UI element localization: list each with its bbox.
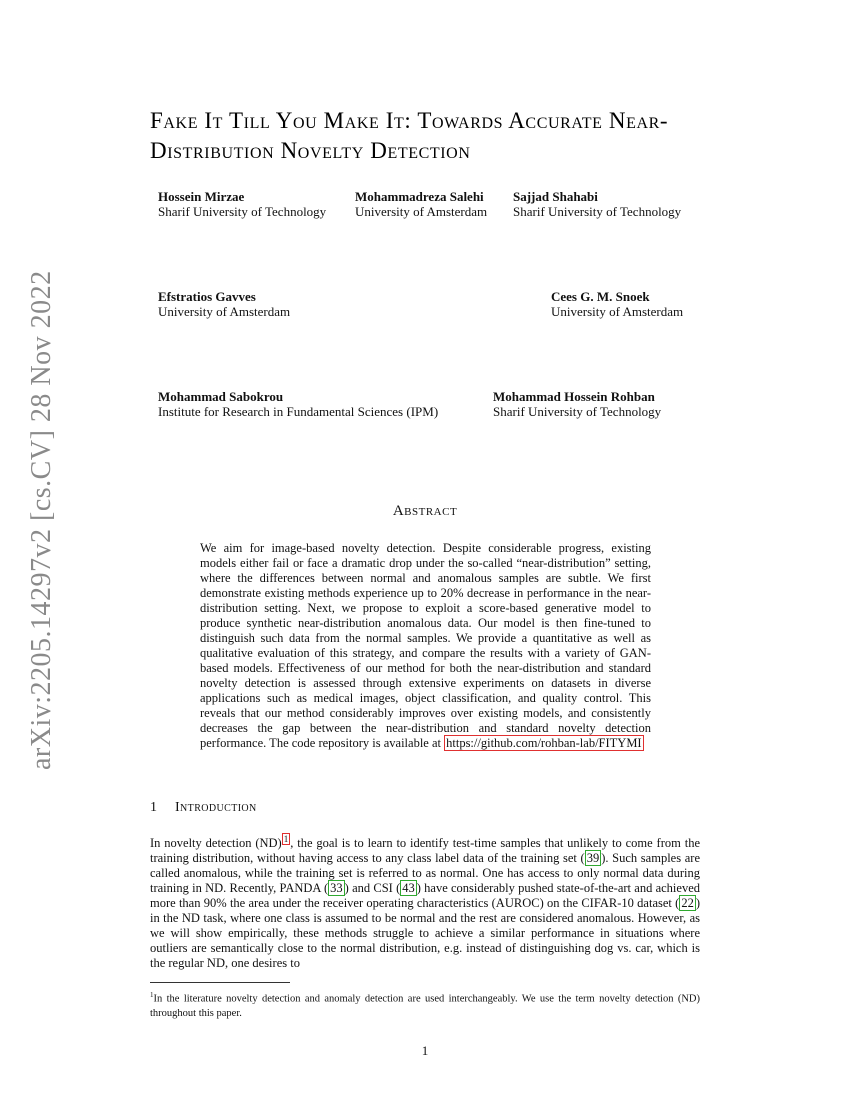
page-number: 1: [421, 1043, 429, 1058]
author-block: [513, 189, 681, 219]
text-run: ) have considerably pushed state-of-the-art and achieved more than 90% the area under the receiver operating characteristics (AUROC) on the CIFAR-10 dataset (: [150, 881, 700, 910]
footnote-ref-link[interactable]: 1: [283, 833, 289, 844]
author-affiliation: Sharif University of Technology: [493, 404, 662, 419]
section-heading-introduction: [150, 800, 257, 816]
footnote: [150, 988, 700, 1021]
author-name: Mohammad Hossein Rohban: [493, 389, 655, 404]
section-number: 1: [150, 800, 158, 815]
section-title: Introduction: [175, 800, 257, 815]
author-block: [158, 389, 438, 419]
author-name: Cees G. M. Snoek: [551, 289, 650, 304]
author-block: [355, 189, 487, 219]
author-block: [158, 289, 290, 319]
citation-link[interactable]: 33: [330, 881, 343, 895]
citation-link[interactable]: 22: [681, 896, 694, 910]
citation-link[interactable]: 43: [402, 881, 415, 895]
footnote-divider: [150, 982, 290, 983]
text-run: In novelty detection (ND): [150, 836, 282, 850]
author-block: [493, 389, 661, 419]
abstract-text: [200, 541, 651, 751]
author-affiliation: Institute for Research in Fundamental Sciences (IPM): [158, 404, 439, 419]
author-affiliation: Sharif University of Technology: [513, 204, 682, 219]
abstract-paragraph: We aim for image-based novelty detection. Despite considerable progress, existing models either fail or face a dramatic drop under the so-called “near-distribution” setting, where the differences between normal and anomalous samples are subtle. We first demonstrate existing methods experience up to 20% decrease in performance in the near-distribution setting. Next, we propose to exploit a score-based generative model to produce synthetic near-distribution anomalous data. Our model is then fine-tuned to distinguish such data from the normal samples. We provide a quantitative as well as qualitative evaluation of this strategy, and compare the results with a variety of GAN-based models. Effectiveness of our method for both the near-distribution and standard novelty detection is assessed through extensive experiments on datasets in diverse applications such as medical images, object classification, and quality control. This reveals that our method considerably improves over existing models, and consistently decreases the gap between the near-distribution and standard novelty detection performance. The code repository is available at: [200, 541, 651, 750]
author-affiliation: University of Amsterdam: [355, 204, 488, 219]
author-block: [158, 189, 326, 219]
author-name: Mohammadreza Salehi: [355, 189, 484, 204]
author-name: Hossein Mirzae: [158, 189, 245, 204]
code-repository-link[interactable]: https://github.com/rohban-lab/FITYMI: [446, 736, 642, 750]
introduction-paragraph: [150, 833, 700, 971]
author-affiliation: University of Amsterdam: [551, 304, 684, 319]
paper-title: Fake It Till You Make It: Towards Accurate Near-Distribution Novelty Detection: [150, 108, 669, 163]
author-name: Efstratios Gavves: [158, 289, 256, 304]
text-run: , the goal is to learn to identify test-time samples that unlikely to come from the training distribution, without having access to any class label data of the training set (: [150, 836, 700, 865]
abstract-heading: Abstract: [392, 503, 458, 519]
text-run: ). Such samples are called anomalous, while the training set is referred to as normal. One has access to only normal data during training in ND. Recently, PANDA (: [150, 851, 700, 895]
author-affiliation: University of Amsterdam: [158, 304, 291, 319]
footnote-mark: 1: [150, 991, 154, 999]
author-block: [551, 289, 683, 319]
author-affiliation: Sharif University of Technology: [158, 204, 327, 219]
text-run: ) in the ND task, where one class is assumed to be normal and the rest are considered anomalous. However, as we will show empirically, these methods struggle to achieve a similar performance in situations where outliers are semantically close to the normal distribution, e.g. instead of distinguishing dog vs. car, which is the regular ND, one desires to: [150, 896, 700, 970]
author-name: Mohammad Sabokrou: [158, 389, 284, 404]
footnote-text: In the literature novelty detection and anomaly detection are used interchangeably. We use the term novelty detection (ND) throughout this paper.: [150, 993, 700, 1019]
text-run: ) and CSI (: [344, 881, 401, 895]
author-name: Sajjad Shahabi: [513, 189, 598, 204]
citation-link[interactable]: 39: [586, 851, 600, 865]
arxiv-stamp: arXiv:2205.14297v2 [cs.CV] 28 Nov 2022: [26, 270, 57, 770]
